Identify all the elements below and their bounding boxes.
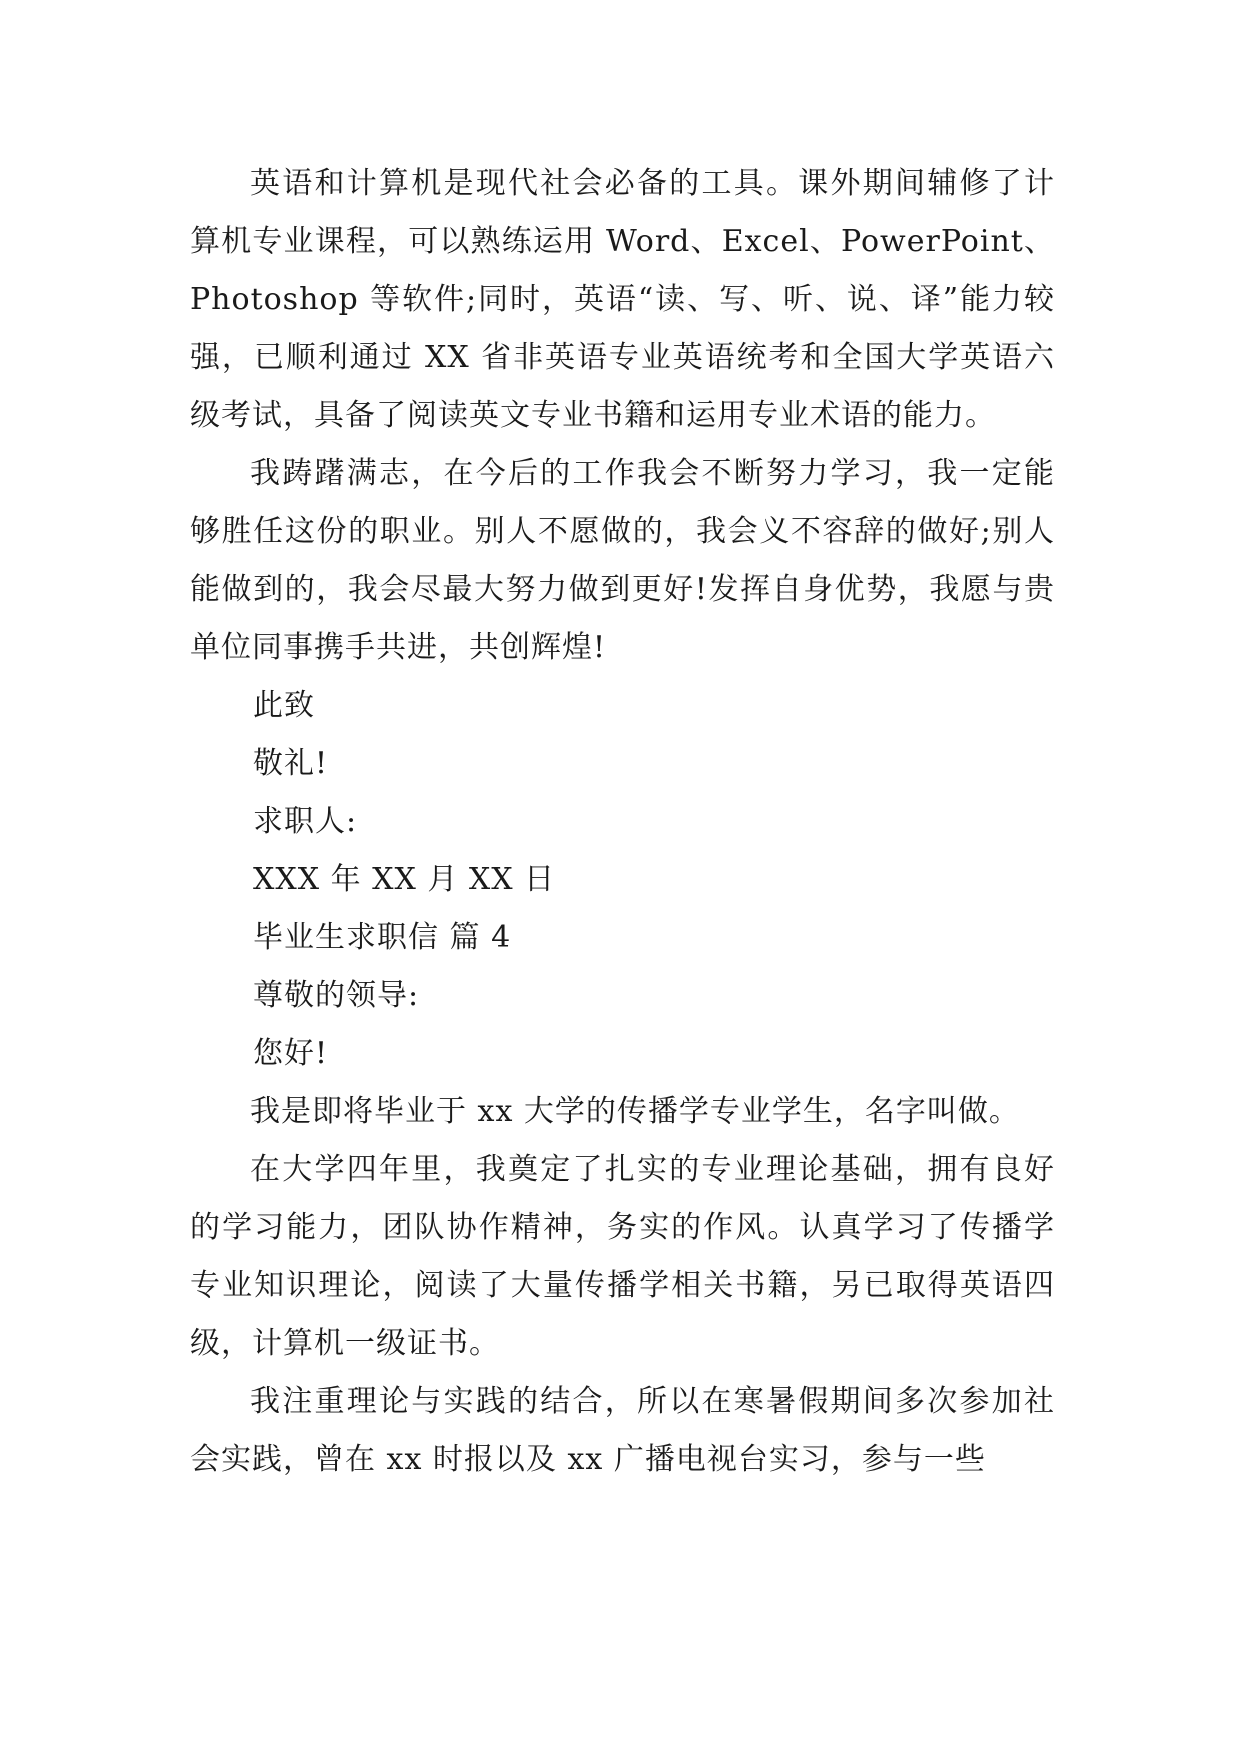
letter-body	[190, 155, 1055, 1489]
salute-line: 敬礼!	[253, 746, 329, 781]
greeting-line: 尊敬的领导:	[253, 978, 420, 1013]
closing-line: 此致	[253, 688, 315, 723]
hello-line: 您好!	[253, 1036, 329, 1071]
paragraph-skills: 英语和计算机是现代社会必备的工具。课外期间辅修了计算机专业课程，可以熟练运用 Word、Excel、PowerPoint、Photoshop 等软件;同时，英语“读、写、听、说、译”能力较强，已顺利通过 XX 省非英语专业英语统考和全国大学英语六级考试，具备了阅读英文专业书籍和运用专业术语的能力。	[190, 166, 1055, 433]
paragraph-ambition: 我踌躇满志，在今后的工作我会不断努力学习，我一定能够胜任这份的职业。别人不愿做的，我会义不容辞的做好;别人能做到的，我会尽最大努力做到更好!发挥自身优势，我愿与贵单位同事携手共进，共创辉煌!	[190, 456, 1055, 665]
paragraph-university: 在大学四年里，我奠定了扎实的专业理论基础，拥有良好的学习能力，团队协作精神，务实的作风。认真学习了传播学专业知识理论，阅读了大量传播学相关书籍，另已取得英语四级，计算机一级证书。	[190, 1152, 1055, 1361]
applicant-label: 求职人:	[253, 804, 358, 839]
date-line: XXX 年 XX 月 XX 日	[253, 862, 556, 897]
section-title: 毕业生求职信 篇 4	[253, 920, 512, 955]
paragraph-intro: 我是即将毕业于 xx 大学的传播学专业学生，名字叫做。	[250, 1094, 1020, 1129]
paragraph-practice: 我注重理论与实践的结合，所以在寒暑假期间多次参加社会实践，曾在 xx 时报以及 xx 广播电视台实习，参与一些	[190, 1384, 1055, 1477]
